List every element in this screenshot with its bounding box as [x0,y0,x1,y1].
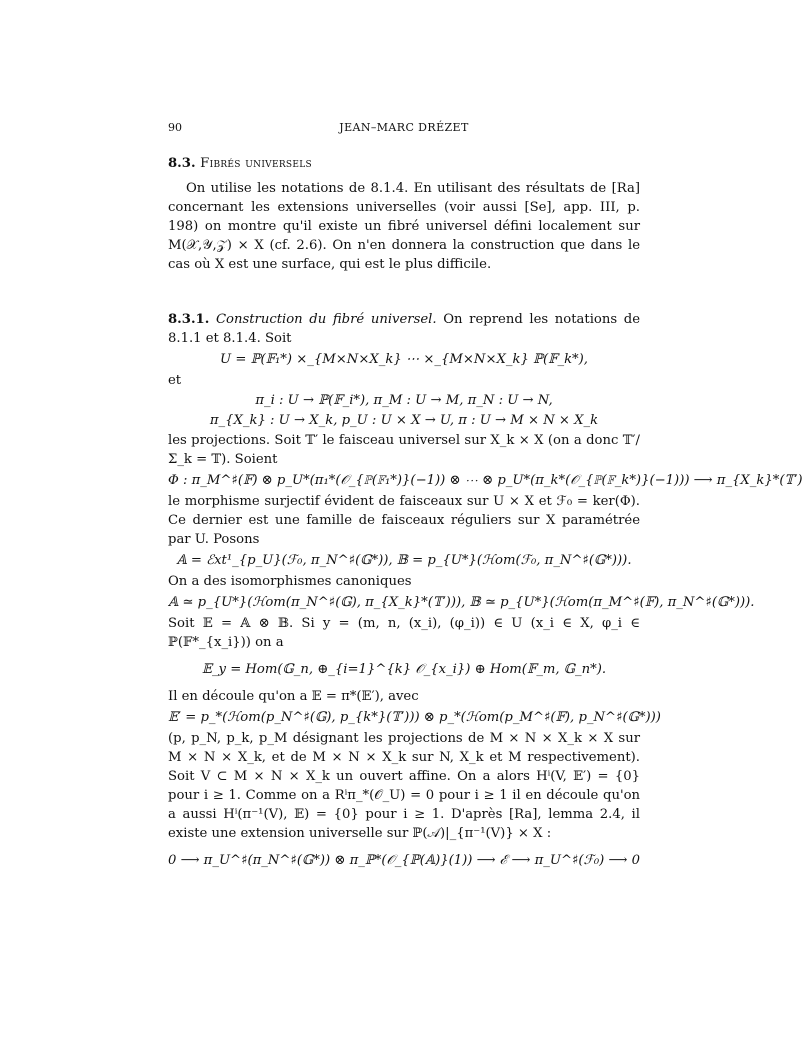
text-et: et [168,373,182,388]
equation-extension: 0 ⟶ π_U^♯(π_N^♯(𝔾*)) ⊗ π_ℙ*(𝒪_{ℙ(𝔸)}(1)) ⟶ ℰ ⟶ π_U^♯(ℱ₀) ⟶ 0 [168,853,641,868]
equation-U: U = ℙ(𝔽₁*) ×_{M×N×X_k} ⋯ ×_{M×N×X_k} ℙ(𝔽_k*), [220,352,588,367]
section-paragraph: On utilise les notations de 8.1.4. En utilisant des résultats de [Ra] concernant les extensions universelles (voir aussi [Se], app. III, p. 198) on montre qu'il existe un fibré universel défini localement sur M(𝒳,𝒴,𝒵) × X (cf. 2.6). On n'en donnera la construction que dans le cas où X est une surface, qui est le plus difficile. [168,181,640,272]
equation-projections-2: π_{X_k} : U → X_k, p_U : U × X → U, π : U → M × N × X_k [209,413,599,428]
section-heading [168,154,640,173]
subsection-intro [168,310,640,348]
text-projections: les projections. Soit 𝕋′ le faisceau universel sur X_k × X (on a donc 𝕋′/Σ_k = 𝕋). Soient [168,433,640,467]
section-title: Fibrés universels [200,156,313,171]
text-morphism: le morphisme surjectif évident de faisceaux sur U × X et ℱ₀ = ker(Φ). Ce dernier est une famille de faisceaux réguliers sur X paramétrée par U. Posons [168,494,640,547]
page-number: 90 [168,121,182,134]
equation-E-prime: 𝔼′ = p_*(ℋom(p_N^♯(𝔾), p_{k*}(𝕋′))) ⊗ p_*(ℋom(p_M^♯(𝔽), p_N^♯(𝔾*))) [168,710,661,725]
section-number: 8.3. [168,156,196,171]
equation-phi: Φ : π_M^♯(𝔽) ⊗ p_U*(π₁*(𝒪_{ℙ(𝔽₁*)}(−1)) ⊗ ⋯ ⊗ p_U*(π_k*(𝒪_{ℙ(𝔽_k*)}(−1))) ⟶ π_{X_k}*(𝕋′) [168,473,803,488]
equation-isomorphisms: 𝔸 ≃ p_{U*}(ℋom(π_N^♯(𝔾), π_{X_k}*(𝕋′))), 𝔹 ≃ p_{U*}(ℋom(π_M^♯(𝔽), π_N^♯(𝔾*))). [168,595,755,610]
running-header [168,118,640,138]
text-isomorphisms: On a des isomorphismes canoniques [168,574,412,589]
subsection-intro-text: On reprend les notations de 8.1.1 et 8.1.4. Soit [168,312,640,346]
text-decoule: Il en découle qu'on a 𝔼 = π*(𝔼′), avec [168,689,419,704]
text-soit: Soit 𝔼 = 𝔸 ⊗ 𝔹. Si y = (m, n, (x_i), (φ_i)) ∈ U (x_i ∈ X, φ_i ∈ ℙ(𝔽*_{x_i})) on a [168,616,640,650]
equation-A-B: 𝔸 = ℰxt¹_{p_U}(ℱ₀, π_N^♯(𝔾*)), 𝔹 = p_{U*}(ℋom(ℱ₀, π_N^♯(𝔾*))). [176,553,632,568]
equation-E-y: 𝔼_y = Hom(𝔾_n, ⊕_{i=1}^{k} 𝒪_{x_i}) ⊕ Hom(𝔽_m, 𝔾_n*). [201,662,607,677]
page-body [168,118,803,872]
subsection-number: 8.3.1. [168,312,210,327]
text-final: (p, p_N, p_k, p_M désignant les projections de M × N × X_k × X sur M × N × X_k, et de M × N × X_k sur N, X_k et M respectivement). Soit V ⊂ M × N × X_k un ouvert affine. On a alors Hⁱ(V, 𝔼′) = {0} pour i ≥ 1. Comme on a Rⁱπ_*(𝒪_U) = 0 pour i ≥ 1 il en découle qu'on a aussi Hⁱ(π⁻¹(V), 𝔼) = {0} pour i ≥ 1. D'après [Ra], lemma 2.4, il existe une extension universelle sur ℙ(𝒜)|_{π⁻¹(V)} × X : [168,731,640,841]
equation-projections-1: π_i : U → ℙ(𝔽_i*), π_M : U → M, π_N : U → N, [255,393,553,408]
running-title: JEAN–MARC DRÉZET [339,121,469,134]
subsection-title: Construction du fibré universel. [215,312,437,327]
